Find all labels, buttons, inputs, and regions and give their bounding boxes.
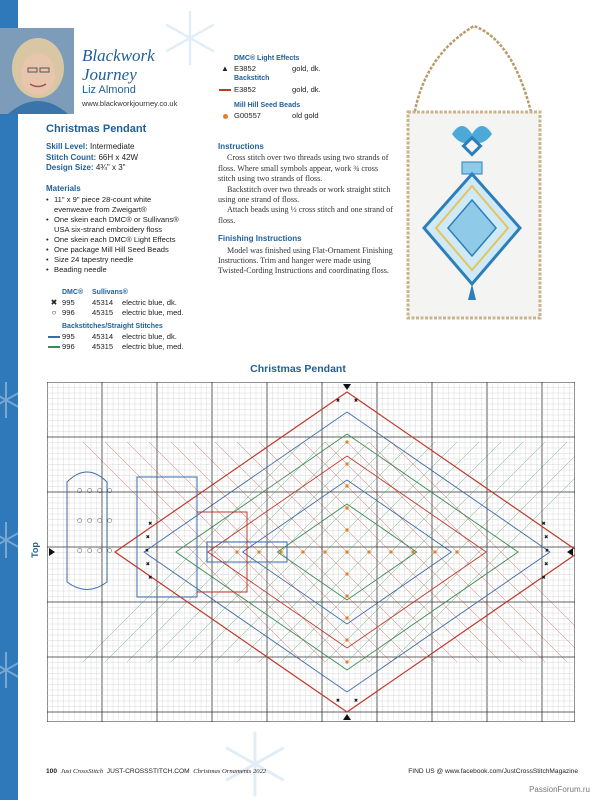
cross-symbol: ○	[77, 547, 83, 554]
issue-name: Christmas Ornaments 2022	[193, 768, 267, 775]
finishing-heading: Finishing Instructions	[218, 234, 302, 244]
author-photo	[0, 28, 74, 114]
snowflake-icon	[215, 728, 295, 800]
bead-mark	[345, 660, 348, 663]
bead-mark	[345, 484, 348, 487]
series-title-line: Journey	[82, 65, 137, 84]
dmc-code: 995	[62, 331, 75, 341]
cross-symbol: ✖	[145, 534, 150, 541]
cross-symbol: ✖	[544, 548, 550, 554]
floss-code: E3852	[234, 64, 256, 74]
page-footer	[46, 768, 586, 775]
floss-color-name: electric blue, dk.	[122, 331, 177, 341]
dmc-code: 995	[62, 298, 75, 308]
materials-heading: Materials	[46, 184, 81, 193]
beads-heading: Mill Hill Seed Beads	[234, 101, 301, 109]
key-column-header: Sullivans®	[92, 289, 128, 296]
spec-value: Intermediate	[90, 142, 135, 151]
triangle-symbol-icon: ▲	[221, 64, 229, 74]
finished-ornament-photo	[404, 16, 544, 326]
backstitch-line-icon	[48, 336, 60, 338]
bead-mark	[345, 462, 348, 465]
cross-symbol: ✖	[353, 697, 359, 704]
instructions-section	[218, 142, 394, 277]
sullivans-code: 45315	[92, 308, 114, 318]
backstitch-line-icon	[219, 89, 231, 91]
social-link[interactable]: FIND US @ www.facebook.com/JustCrossStitchMagazine	[408, 768, 578, 775]
cross-symbol: ✖	[148, 574, 153, 581]
stitch-symbol-icon: ○	[51, 308, 57, 318]
bead-mark	[345, 528, 348, 531]
cross-symbol: ○	[97, 517, 103, 524]
key-row	[46, 332, 184, 342]
sullivans-code: 45314	[92, 331, 114, 341]
material-item: • One skein each DMC® or Sullivans®	[46, 215, 216, 225]
snowflake-icon	[0, 380, 18, 420]
spec-label: Skill Level:	[46, 142, 88, 151]
material-item: evenweave from Zweigart®	[54, 205, 147, 214]
instruction-paragraph: Backstitch over two threads or work straight stitch using one strand of floss.	[218, 184, 391, 205]
instruction-paragraph: Cross stitch over two threads using two strands of floss. Where small symbols appear, work ¾ cross stitch using two strands of floss.	[218, 153, 389, 184]
cross-symbol: ○	[77, 487, 83, 494]
key-row	[46, 308, 184, 318]
cross-symbol: ✖	[353, 398, 359, 405]
bead-mark	[345, 506, 348, 509]
bead-mark	[235, 550, 238, 553]
cross-symbol: ○	[77, 517, 83, 524]
backstitch-line-icon	[48, 346, 60, 348]
stitch-symbol-icon: ✖	[50, 298, 58, 308]
material-item: • One skein each DMC® Light Effects	[46, 235, 216, 245]
cross-symbol: ○	[87, 517, 93, 524]
snowflake-icon	[0, 520, 18, 560]
bead-code: G00557	[234, 110, 262, 120]
cross-symbol: ✖	[544, 561, 549, 568]
bead-mark	[367, 550, 370, 553]
spec-label: Design Size:	[46, 163, 94, 172]
author-website-link[interactable]: www.blackworkjourney.co.uk	[82, 99, 178, 108]
instruction-paragraph: Model was finished using Flat-Ornament Finishing Instructions. Trim and hanger were made using Twisted-Cording Instructions and coordinating floss.	[218, 245, 393, 276]
magazine-site[interactable]: JUST-CROSSSTITCH.COM	[106, 768, 190, 775]
bead-mark	[301, 550, 304, 553]
backstitch-heading: Backstitch	[234, 75, 270, 83]
bead-mark	[455, 550, 458, 553]
spec-value: 4¾" x 3"	[95, 163, 126, 172]
floss-color-name: electric blue, med.	[122, 308, 184, 318]
key-column-header: DMC®	[62, 289, 84, 296]
cross-symbol: ○	[107, 547, 113, 554]
page-number: 100	[46, 768, 58, 775]
author-name: Liz Almond	[82, 84, 136, 96]
bead-mark	[345, 616, 348, 619]
snowflake-icon	[160, 8, 220, 68]
backstitch-key-heading: Backstitches/Straight Stitches	[62, 322, 163, 330]
watermark: PassionForum.ru	[529, 785, 590, 794]
sullivans-code: 45315	[92, 341, 114, 351]
materials-list	[46, 195, 216, 275]
bead-dot-icon	[223, 114, 228, 119]
bead-mark	[345, 440, 348, 443]
material-item: • Size 24 tapestry needle	[46, 255, 216, 265]
cross-stitch-chart	[47, 382, 575, 722]
bead-mark	[411, 550, 414, 553]
floss-color-name: gold, dk.	[292, 64, 321, 74]
material-item: • Beading needle	[46, 265, 216, 275]
magazine-name: Just CrossStitch	[60, 768, 104, 775]
cross-symbol: ✖	[145, 561, 150, 568]
light-effects-heading: DMC® Light Effects	[234, 55, 300, 62]
bead-mark	[279, 550, 282, 553]
bead-mark	[323, 550, 326, 553]
spec-label: Stitch Count:	[46, 152, 97, 162]
bead-mark	[345, 638, 348, 641]
cross-symbol: ✖	[544, 534, 549, 541]
bead-mark	[345, 594, 348, 597]
spec-value: 66H x 42W	[98, 152, 139, 162]
material-item: • 11" x 9" piece 28-count white	[46, 195, 216, 205]
floss-color-name: electric blue, med.	[122, 341, 184, 351]
bead-mark	[345, 572, 348, 575]
bead-mark	[257, 550, 260, 553]
cross-symbol: ✖	[335, 398, 341, 405]
cross-symbol: ○	[107, 487, 113, 494]
material-item: USA six-strand embroidery floss	[54, 225, 163, 234]
project-title: Christmas Pendant	[46, 123, 147, 135]
series-title-line: Blackwork	[82, 46, 155, 65]
floss-code: E3852	[234, 84, 256, 94]
light-effects-key	[216, 54, 321, 121]
floss-color-name: electric blue, dk.	[122, 298, 177, 308]
floss-key	[46, 288, 184, 352]
dmc-code: 996	[62, 308, 75, 318]
bead-mark	[433, 550, 436, 553]
cross-symbol: ✖	[541, 574, 546, 581]
floss-color-name: gold, dk.	[292, 84, 321, 94]
cross-symbol: ○	[107, 517, 113, 524]
project-specs	[46, 142, 138, 174]
cross-symbol: ○	[97, 547, 103, 554]
chart-top-label: Top	[29, 542, 40, 558]
chart-title: Christmas Pendant	[250, 363, 346, 375]
bead-mark	[345, 550, 348, 553]
sullivans-code: 45314	[92, 298, 114, 308]
snowflake-icon	[0, 650, 18, 690]
bead-mark	[389, 550, 392, 553]
instruction-paragraph: Attach beads using ½ cross stitch and one strand of floss.	[218, 205, 393, 225]
cross-symbol: ✖	[541, 521, 546, 528]
cross-symbol: ✖	[144, 548, 150, 554]
key-row	[46, 298, 184, 308]
dmc-code: 996	[62, 341, 75, 351]
materials-section	[46, 184, 216, 275]
cross-symbol: ○	[97, 487, 103, 494]
cross-symbol: ○	[87, 547, 93, 554]
instructions-heading: Instructions	[218, 142, 264, 151]
cross-symbol: ✖	[335, 697, 341, 704]
left-color-band	[0, 0, 18, 800]
key-row	[46, 342, 184, 352]
column-series-title	[82, 46, 155, 84]
bead-color-name: old gold	[292, 110, 319, 120]
cross-symbol: ○	[87, 487, 93, 494]
cross-symbol: ✖	[148, 521, 153, 528]
material-item: • One package Mill Hill Seed Beads	[46, 245, 216, 255]
